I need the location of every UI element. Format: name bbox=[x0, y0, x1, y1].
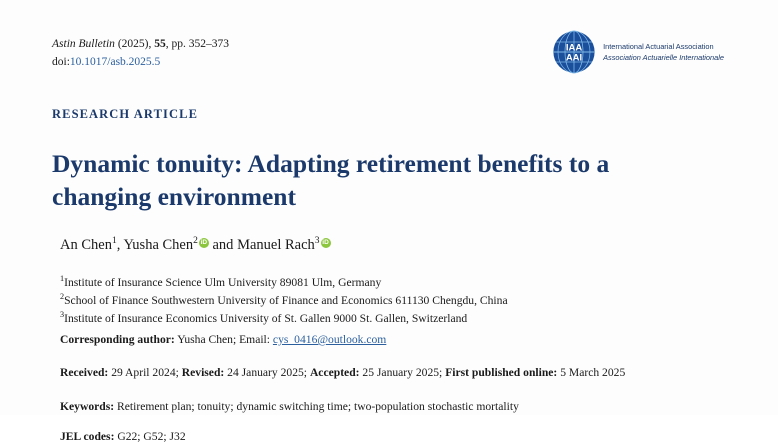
orcid-icon[interactable] bbox=[321, 238, 331, 248]
page-title: Dynamic tonuity: Adapting retirement benefits to a changing environment bbox=[52, 149, 610, 211]
received-label: Received: bbox=[60, 366, 109, 380]
section-label: RESEARCH ARTICLE bbox=[52, 107, 199, 121]
affiliation-item bbox=[60, 291, 728, 309]
jel-codes-label: JEL codes: bbox=[60, 430, 115, 444]
email-link[interactable]: cys_0416@outlook.com bbox=[272, 332, 387, 346]
affiliation-text: School of Finance Southwestern University of Finance and Economics 611130 Chengdu, China bbox=[64, 293, 508, 307]
journal-name: Astin Bulletin bbox=[52, 38, 115, 50]
svg-text:IAA: IAA bbox=[565, 42, 583, 54]
svg-text:AAI: AAI bbox=[565, 52, 583, 64]
author-affiliation-marker: 1 bbox=[111, 236, 117, 247]
journal-citation bbox=[52, 30, 229, 70]
author-name: An Chen bbox=[60, 237, 112, 254]
author-list bbox=[60, 235, 728, 255]
journal-citation-line bbox=[52, 36, 229, 53]
published-label: First published online: bbox=[445, 366, 558, 380]
revised-date: 24 January 2025; bbox=[227, 366, 308, 380]
association-name-fr: Association Actuarielle Internationale bbox=[603, 53, 724, 62]
affiliation-marker: 3 bbox=[60, 310, 65, 320]
doi-link[interactable]: 10.1017/asb.2025.5 bbox=[69, 55, 161, 68]
paper-content bbox=[52, 30, 728, 446]
author-separator: , bbox=[116, 237, 124, 254]
author-affiliation-marker: 2 bbox=[193, 236, 198, 247]
corresponding-author-label: Corresponding author: bbox=[60, 332, 175, 346]
author-name: Yusha Chen bbox=[123, 237, 194, 254]
received-date: 29 April 2024; bbox=[111, 366, 179, 380]
revised-label: Revised: bbox=[181, 366, 225, 380]
jel-codes-text: G22; G52; J32 bbox=[117, 430, 186, 444]
association-name-en: International Actuarial Association bbox=[603, 41, 714, 51]
affiliation-item bbox=[60, 273, 728, 291]
email-label: Email: bbox=[239, 332, 271, 346]
keywords bbox=[60, 398, 728, 415]
doi-label: doi: bbox=[52, 55, 70, 68]
globe-icon bbox=[552, 30, 596, 74]
paper-header bbox=[52, 30, 728, 74]
keywords-text: Retirement plan; tonuity; dynamic switching time; two-population stochastic mortality bbox=[117, 399, 519, 413]
affiliation-text: Institute of Insurance Economics University of St. Gallen 9000 St. Gallen, Switzerland bbox=[64, 312, 468, 326]
jel-codes bbox=[60, 428, 728, 445]
affiliation-text: Institute of Insurance Science Ulm University 89081 Ulm, Germany bbox=[64, 275, 382, 289]
association-logo bbox=[552, 30, 728, 74]
association-name bbox=[603, 41, 724, 63]
publication-dates bbox=[60, 364, 728, 381]
affiliation-marker: 1 bbox=[60, 273, 65, 283]
journal-pages: , pp. 352–373 bbox=[165, 38, 229, 50]
author-affiliation-marker: 3 bbox=[314, 236, 320, 247]
affiliation-item bbox=[60, 309, 728, 327]
author-name: Manuel Rach bbox=[237, 237, 315, 254]
accepted-label: Accepted: bbox=[309, 366, 360, 380]
published-date: 5 March 2025 bbox=[560, 366, 626, 380]
author-separator: and bbox=[208, 237, 238, 254]
orcid-icon[interactable] bbox=[199, 238, 209, 248]
journal-year: (2025), bbox=[117, 38, 152, 50]
doi-line bbox=[52, 54, 229, 71]
corresponding-author-name: Yusha Chen; bbox=[177, 332, 237, 346]
affiliation-list bbox=[60, 273, 728, 328]
corresponding-author bbox=[60, 331, 728, 348]
keywords-label: Keywords: bbox=[60, 399, 115, 413]
affiliation-marker: 2 bbox=[60, 292, 65, 302]
journal-volume: 55 bbox=[154, 38, 166, 50]
accepted-date: 25 January 2025; bbox=[362, 366, 443, 380]
